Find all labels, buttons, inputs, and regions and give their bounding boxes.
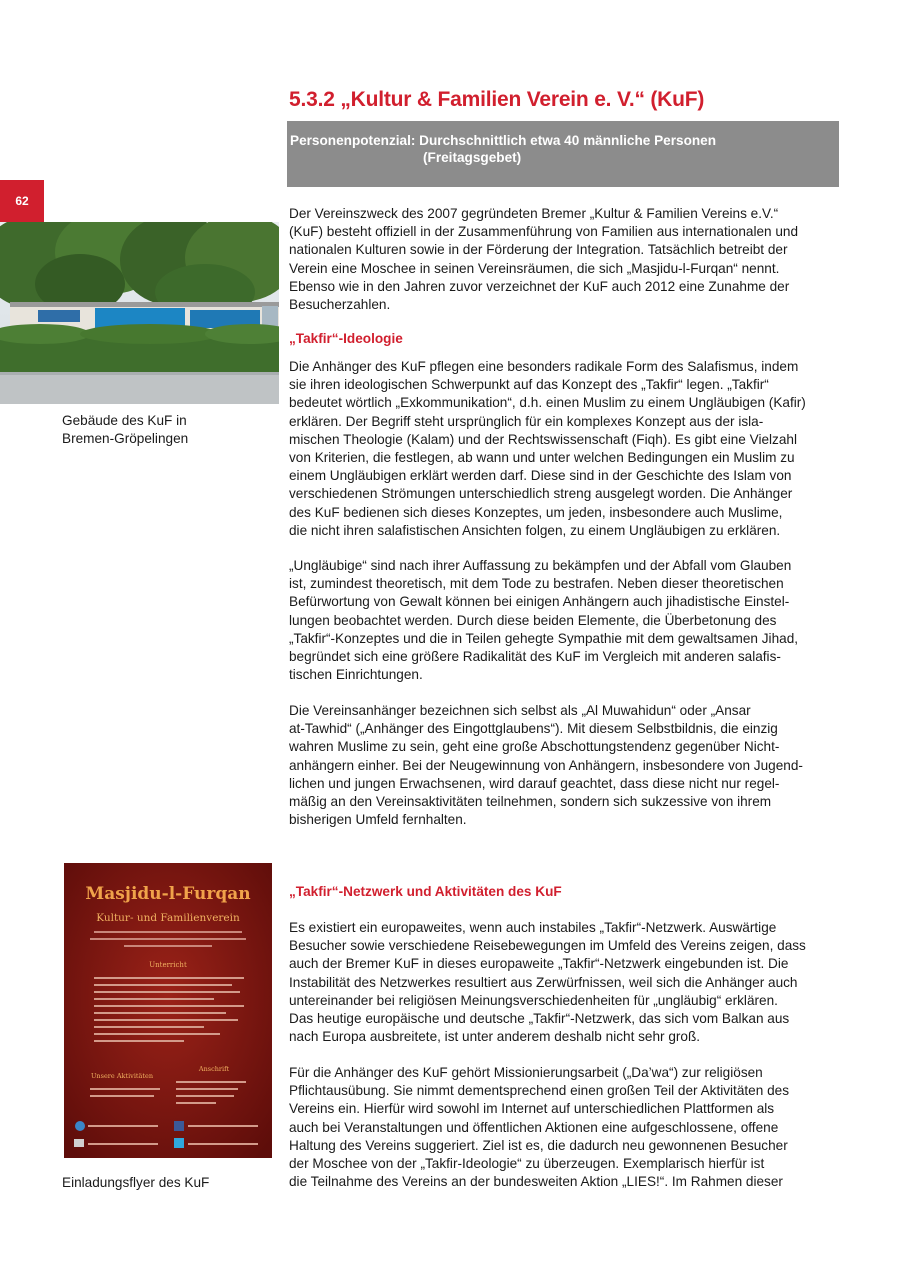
facebook-icon <box>174 1121 184 1131</box>
text-line: (KuF) besteht offiziell in der Zusammenführung von Familien aus internationalen und <box>289 224 799 240</box>
globe-icon <box>75 1121 85 1131</box>
flyer-subtitle: Kultur- und Familienverein <box>96 912 240 924</box>
text-line: Vereins ein. Hierfür wird sowohl im Internet auf unterschiedlichen Plattformen als <box>289 1101 775 1117</box>
text-line: Haltung des Vereins suggeriert. Ziel ist es, die dadurch neu gewonnenen Besucher <box>289 1137 788 1153</box>
text-line: Die Anhänger des KuF pflegen eine besonders radikale Form des Salafismus, indem <box>289 359 799 374</box>
flyer-section-address: Anschrift <box>198 1065 230 1073</box>
text-line: Pflichtausübung. Sie nimmt dementsprechend einen großen Teil der Aktivitäten des <box>289 1083 789 1099</box>
summary-line-1: Personenpotenzial: Durchschnittlich etwa 40 männliche Personen <box>290 133 717 148</box>
text-line: mischen Theologie (Kalam) und der Rechtswissenschaft (Fiqh). Es gibt eine Vielzahl <box>289 431 797 447</box>
network-paragraph-2 <box>289 1064 841 1191</box>
text-line: verschiedenen Strömungen unterschiedlich streng ausgelegt worden. Die Anhänger <box>289 486 793 502</box>
heading-takfir-ideology: „Takfir“-Ideologie <box>289 331 403 346</box>
invitation-flyer <box>64 863 272 1158</box>
mail-icon <box>74 1139 84 1147</box>
flyer-section-lessons: Unterricht <box>149 961 187 969</box>
text-line: bisherigen Umfeld fernhalten. <box>289 812 467 828</box>
text-line: mäßig an den Vereinsaktivitäten teilnehmen, sondern sich sukzessive von ihrem <box>289 794 772 810</box>
text-line: anhängern einher. Bei der Neugewinnung von Anhängern, insbesondere von Jugend- <box>289 757 803 773</box>
text-line: „Takfir“-Konzeptes und die in Teilen gehegte Sympathie mit dem gewaltsamen Jihad, <box>289 630 799 646</box>
text-line: „Ungläubige“ sind nach ihrer Auffassung zu bekämpfen und der Abfall vom Glauben <box>289 558 792 573</box>
text-line: bedeutet wörtlich „Exkommunikation“, d.h. einen Muslim zu einem Ungläubigen (Kafir) <box>289 395 806 411</box>
twitter-icon <box>174 1138 184 1148</box>
text-line: auch bei Veranstaltungen und öffentlichen Aktionen eine aufgeschlossene, offene <box>289 1119 779 1135</box>
text-line: von Kriterien, die festlegen, ab wann und unter welchen Bedingungen ein Muslim zu <box>289 450 795 466</box>
text-line: Der Vereinszweck des 2007 gegründeten Bremer „Kultur & Familien Vereins e.V.“ <box>289 206 779 221</box>
text-line: Instabilität des Netzwerkes resultiert aus Zerwürfnissen, weil sich die Anhänger auch <box>289 974 798 990</box>
section-title: 5.3.2 „Kultur & Familien Verein e. V.“ (KuF) <box>289 88 705 111</box>
text-line: Besucherzahlen. <box>289 297 391 313</box>
text-line: lungen beobachtet werden. Durch diese beiden Elemente, die Überbetonung des <box>289 612 777 628</box>
summary-box <box>287 121 839 187</box>
caption-line: Bremen-Gröpelingen <box>62 431 189 447</box>
text-line: untereinander bei religiösen Meinungsverschiedenheiten für „ungläubig“ erklären. <box>289 992 778 1008</box>
text-line: der Moschee von der „Takfir-Ideologie“ zu überzeugen. Exemplarisch hierfür ist <box>289 1156 765 1172</box>
heading-takfir-network: „Takfir“-Netzwerk und Aktivitäten des KuF <box>289 884 562 899</box>
network-paragraph-1 <box>289 919 841 1046</box>
text-line: ist, zumindest theoretisch, mit dem Tode zu bestrafen. Neben dieser theoretischen <box>289 576 784 592</box>
building-photo <box>0 222 279 404</box>
page-number: 62 <box>0 180 44 222</box>
text-line: auch der Bremer KuF in dieses europaweite „Takfir“-Netzwerk eingebunden ist. Die <box>289 956 789 972</box>
text-line: Für die Anhänger des KuF gehört Missionierungsarbeit („Da’wa“) zur religiösen <box>289 1065 763 1080</box>
text-line: einem Ungläubigen erklärt werden darf. Diese sind in der Geschichte des Islam von <box>289 468 792 484</box>
takfir-paragraph-1 <box>289 358 841 540</box>
text-line: Das heutige europäische und deutsche „Takfir“-Netzwerk, das sich vom Balkan aus <box>289 1011 790 1027</box>
caption-line: Einladungsflyer des KuF <box>62 1175 210 1190</box>
text-line: nationalen Kulturen sowie in der Förderung der Integration. Tatsächlich betreibt der <box>289 242 788 258</box>
caption-line: Gebäude des KuF in <box>62 413 187 428</box>
flyer-image <box>64 863 272 1158</box>
text-line: die Teilnahme des Vereins an der bundesweiten Aktion „LIES!“. Im Rahmen dieser <box>289 1174 783 1190</box>
building-image <box>0 222 279 404</box>
intro-paragraph <box>289 205 841 314</box>
text-line: tischen Einrichtungen. <box>289 667 423 683</box>
text-line: Die Vereinsanhänger bezeichnen sich selbst als „Al Muwahidun“ oder „Ansar <box>289 703 751 718</box>
text-line: nach Europa ausbreitete, ist unter anderem deshalb nicht sehr groß. <box>289 1029 701 1045</box>
text-line: lichen und jungen Erwachsenen, wird darauf geachtet, dass diese nicht nur regel- <box>289 775 780 791</box>
text-line: des KuF bedienen sich dieses Konzeptes, um jeden, insbesondere auch Muslime, <box>289 504 783 520</box>
text-line: Ebenso wie in den Jahren zuvor verzeichnet der KuF auch 2012 eine Zunahme der <box>289 278 790 294</box>
text-line: begründet sich eine größere Radikalität des KuF im Vergleich mit anderen salafis- <box>289 649 781 665</box>
flyer-title: Masjidu-l-Furqan <box>85 884 251 904</box>
text-line: die nicht ihren salafistischen Ansichten folgen, zu einem Ungläubigen zu erklären. <box>289 522 781 538</box>
text-line: sie ihren ideologischen Schwerpunkt auf das Konzept des „Takfir“ legen. „Takfir“ <box>289 377 769 393</box>
flyer-section-activities: Unsere Aktivitäten <box>90 1072 154 1080</box>
text-line: Es existiert ein europaweites, wenn auch instabiles „Takfir“-Netzwerk. Auswärtige <box>289 920 777 935</box>
summary-line-2: (Freitagsgebet) <box>423 150 522 165</box>
flyer-caption <box>62 1174 209 1192</box>
text-line: Verein eine Moschee in seinen Vereinsräumen, die sich „Masjidu-l-Furqan“ nennt. <box>289 260 780 276</box>
takfir-paragraph-2 <box>289 557 841 684</box>
text-line: erklären. Der Begriff steht ursprünglich für ein komplexes Konzept aus der isla- <box>289 413 764 429</box>
text-line: Befürwortung von Gewalt können bei einigen Anhängern auch jihadistische Einstel- <box>289 594 790 610</box>
building-caption <box>62 412 188 448</box>
text-line: Besucher sowie verschiedene Reisebewegungen im Umfeld des Vereins zeigen, dass <box>289 938 806 954</box>
text-line: wahren Muslime zu sein, geht eine große Abschottungstendenz gegenüber Nicht- <box>289 739 780 755</box>
takfir-paragraph-3 <box>289 702 841 829</box>
text-line: at-Tawhid“ („Anhänger des Eingottglaubens“). Mit diesem Selbstbildnis, die einzig <box>289 721 778 737</box>
